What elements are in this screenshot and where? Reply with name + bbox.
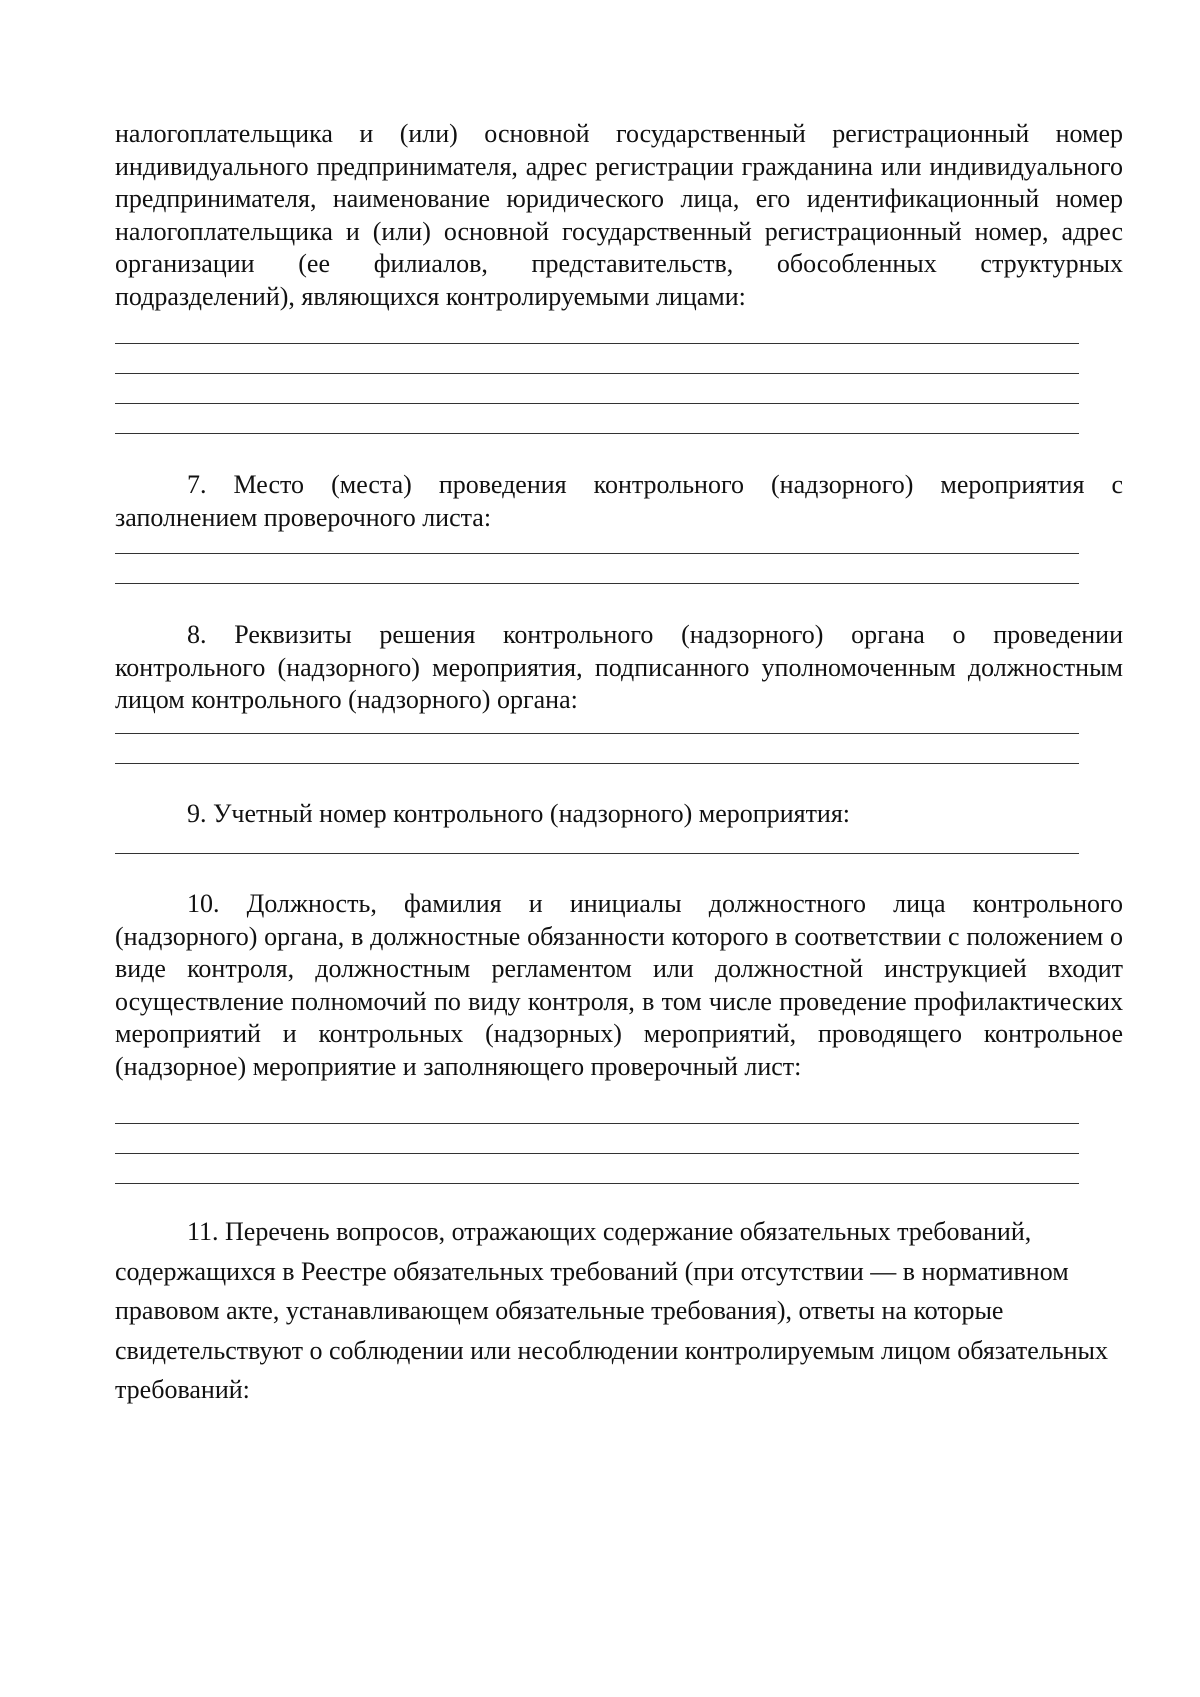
paragraph-controlled-persons: налогоплательщика и (или) основной государственный регистрационный номер индивидуального предпринимателя, адрес регистрации гражданина или индивидуального предпринимателя, наименование юридического лица, его идентификационный номер налогоплательщика и (или) основной государственный регистрационный номер, адрес организации (ее филиалов, представительств, обособленных структурных подразделений), являющихся контролируемыми лицами:: [115, 119, 1123, 311]
fill-line-item-10-2: [115, 1153, 1079, 1154]
fill-line-item-7-1: [115, 553, 1079, 554]
paragraph-item-8: 8. Реквизиты решения контрольного (надзорного) органа о проведении контрольного (надзорного) мероприятия, подписанного уполномоченным должностным лицом контрольного (надзорного) органа:: [115, 620, 1123, 714]
fill-line-controlled-persons-2: [115, 373, 1079, 374]
fill-line-item-8-2: [115, 763, 1079, 764]
paragraph-item-7: 7. Место (места) проведения контрольного (надзорного) мероприятия с заполнением проверочного листа:: [115, 470, 1123, 532]
fill-line-controlled-persons-1: [115, 343, 1079, 344]
paragraph-item-9: 9. Учетный номер контрольного (надзорного) мероприятия:: [187, 799, 851, 828]
fill-line-item-9-1: [115, 853, 1079, 854]
fill-line-item-8-1: [115, 733, 1079, 734]
fill-line-item-10-3: [115, 1183, 1079, 1184]
fill-line-item-7-2: [115, 583, 1079, 584]
fill-line-controlled-persons-3: [115, 403, 1079, 404]
paragraph-item-10: 10. Должность, фамилия и инициалы должностного лица контрольного (надзорного) органа, в должностные обязанности которого в соответствии с положением о виде контроля, должностным регламентом или должностной инструкцией входит осуществление полномочий по виду контроля, в том числе проведение профилактических мероприятий и контрольных (надзорных) мероприятий, проводящего контрольное (надзорное) мероприятие и заполняющего проверочный лист:: [115, 889, 1123, 1081]
fill-line-controlled-persons-4: [115, 433, 1079, 434]
fill-line-item-10-1: [115, 1123, 1079, 1124]
paragraph-item-11: 11. Перечень вопросов, отражающих содержание обязательных требований, содержащихся в Реестре обязательных требований (при отсутствии — в нормативном правовом акте, устанавливающем обязательные требования), ответы на которые свидетельствуют о соблюдении или несоблюдении контролируемым лицом обязательных требований:: [115, 1217, 1109, 1405]
